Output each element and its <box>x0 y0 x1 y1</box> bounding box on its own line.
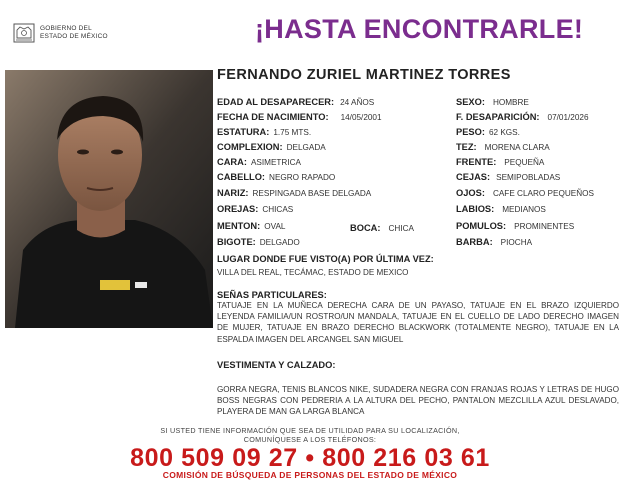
last-seen-text: VILLA DEL REAL, TECÁMAC, ESTADO DE MEXICO <box>217 268 409 277</box>
field-tez: TEZ: MORENA CLARA <box>456 142 550 152</box>
marks-title: SEÑAS PARTICULARES: <box>217 290 327 300</box>
field-estatura: ESTATURA: 1.75 MTS. <box>217 127 312 137</box>
government-logo-text <box>40 25 108 41</box>
field-boca: BOCA: CHICA <box>350 223 414 233</box>
field-orejas: OREJAS: CHICAS <box>217 204 294 214</box>
missing-person-photo <box>5 70 213 328</box>
footer-note-2: COMUNÍQUESE A LOS TELÉFONOS: <box>243 435 377 444</box>
commission-name: COMISIÓN DE BÚSQUEDA DE PERSONAS DEL ESTADO DE MÉXICO <box>162 470 458 480</box>
last-seen-title: LUGAR DONDE FUE VISTO(A) POR ÚLTIMA VEZ: <box>217 254 434 264</box>
field-nariz: NARIZ: RESPINGADA BASE DELGADA <box>217 188 372 198</box>
logo-line-1: GOBIERNO DEL <box>40 25 92 32</box>
field-menton: MENTON: OVAL <box>217 221 286 231</box>
field-pomulos: POMULOS: PROMINENTES <box>456 221 575 231</box>
field-ojos: OJOS: CAFE CLARO PEQUEÑOS <box>456 188 594 198</box>
field-labios: LABIOS: MEDIANOS <box>456 204 546 214</box>
contact-phones: 800 509 09 27 • 800 216 03 61 <box>130 444 490 472</box>
field-cara: CARA: ASIMETRICA <box>217 157 301 167</box>
footer-note-1: SI USTED TIENE INFORMACIÓN QUE SEA DE UTILIDAD PARA SU LOCALIZACIÓN, <box>160 426 460 435</box>
field-complexion: COMPLEXION: DELGADA <box>217 142 326 152</box>
logo-line-2: ESTADO DE MÉXICO <box>40 33 108 40</box>
field-bigote: BIGOTE: DELGADO <box>217 237 300 247</box>
field-cejas: CEJAS: SEMIPOBLADAS <box>456 172 561 182</box>
person-portrait-icon <box>5 70 213 328</box>
field-peso: PESO: 62 KGS. <box>456 127 520 137</box>
state-seal-icon <box>12 20 36 44</box>
field-sexo: SEXO: HOMBRE <box>456 97 529 107</box>
field-fecha-desaparicion: F. DESAPARICIÓN: 07/01/2026 <box>456 112 589 122</box>
marks-text: TATUAJE EN LA MUÑECA DERECHA CARA DE UN PAYASO, TATUAJE EN EL BRAZO IZQUIERDO LEYENDA FAMILIA/UN ROSTRO/UN MANDALA, TATUAJE EN EL CUELLO DE LADO DERECHO IMAGEN DE MUJER, TATUAJE EN BRAZO DERECHO BLACKWORK (TOTALMENTE NEGRO), TATUAJE EN LA ESPALDA IMAGEN DEL ARCANGEL SAN MIGUEL <box>217 301 619 344</box>
field-fecha-nacimiento: FECHA DE NACIMIENTO: 14/05/2001 <box>217 112 382 122</box>
field-edad: EDAD AL DESAPARECER: 24 AÑOS <box>217 97 375 107</box>
person-name: FERNANDO ZURIEL MARTINEZ TORRES <box>217 67 511 83</box>
clothing-title: VESTIMENTA Y CALZADO: <box>217 360 336 370</box>
government-logo <box>12 20 122 46</box>
headline: ¡HASTA ENCONTRARLE! <box>255 14 584 44</box>
clothing-text: GORRA NEGRA, TENIS BLANCOS NIKE, SUDADERA NEGRA CON FRANJAS ROJAS Y LETRAS DE HUGO BOSS NEGRAS CON PEDRERIA A LA ALTURA DEL PECHO, PANTALON MEZCLILLA AZUL DESLAVADO, PLAYERA DE MAN GA LARGA BLANCA <box>217 385 619 417</box>
field-cabello: CABELLO: NEGRO RAPADO <box>217 172 336 182</box>
field-barba: BARBA: PIOCHA <box>456 237 533 247</box>
field-frente: FRENTE: PEQUEÑA <box>456 157 545 167</box>
